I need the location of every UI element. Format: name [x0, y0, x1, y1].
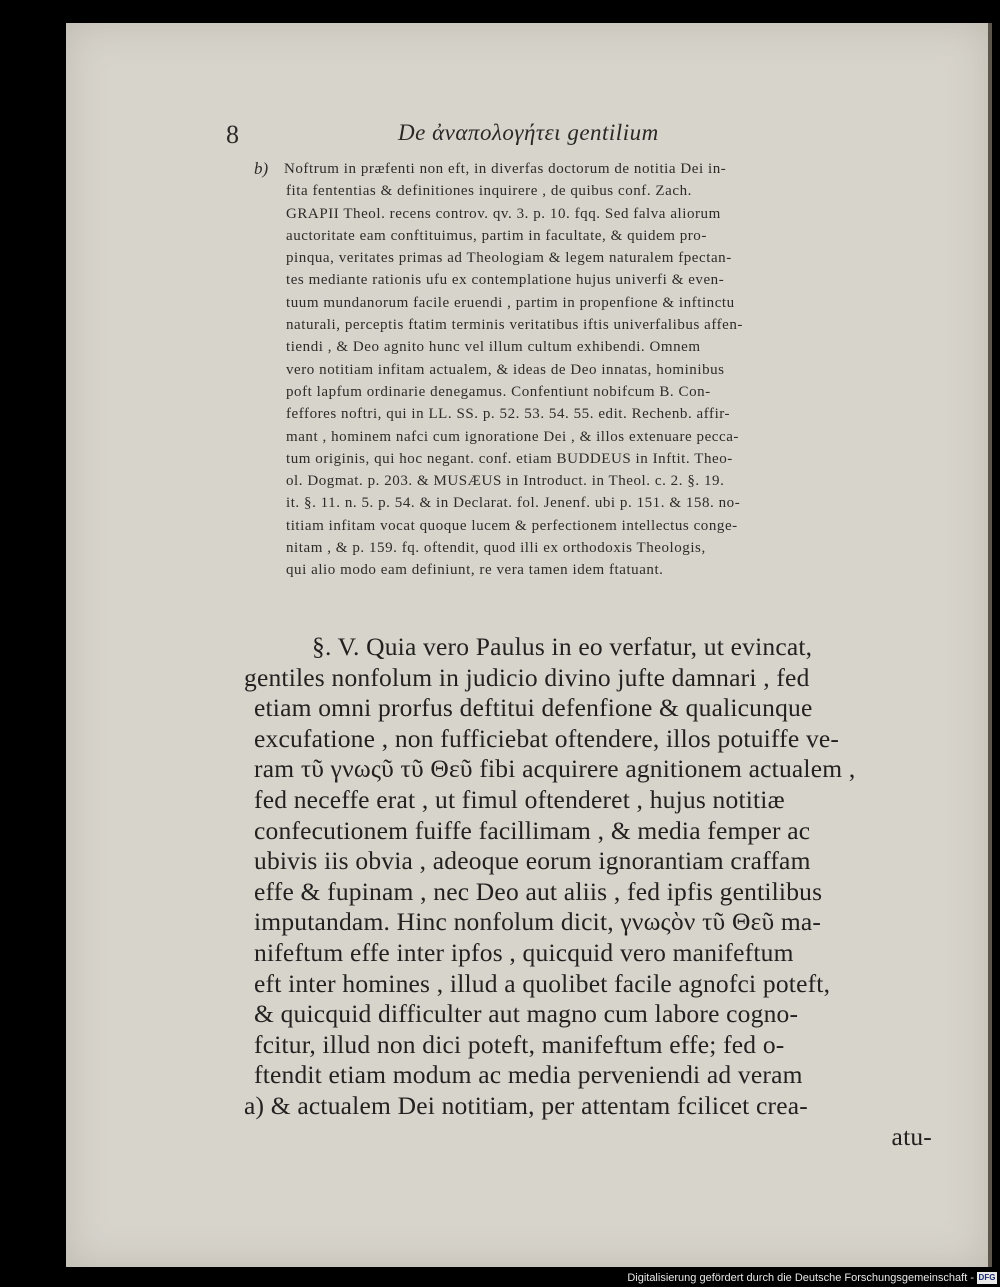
- main-text-line: nifeftum effe inter ipfos , quicquid vero manifeftum: [254, 937, 794, 967]
- main-text-line: eft inter homines , illud a quolibet facile agnofci poteft,: [254, 968, 831, 998]
- footnote-line: mant , hominem nafci cum ignoratione Dei , & illos extenuare pecca-: [286, 428, 739, 445]
- main-text-line: ftendit etiam modum ac media perveniendi ad veram: [254, 1060, 803, 1090]
- footnote-line: vero notitiam infitam actualem, & ideas de Deo innatas, hominibus: [286, 361, 725, 378]
- main-text-line: ram τῦ γνωςῦ τῦ Θεῦ fibi acquirere agnitionem actualem ,: [254, 754, 856, 784]
- page-header: [226, 120, 926, 148]
- footnote-line: tum originis, qui hoc negant. conf. etiam BUDDEUS in Inftit. Theo-: [286, 450, 733, 467]
- footnote-line: tes mediante rationis ufu ex contemplatione hujus univerfi & even-: [286, 272, 725, 289]
- footnote-line: ol. Dogmat. p. 203. & MUSÆUS in Introduct. in Theol. c. 2. §. 19.: [286, 473, 725, 490]
- main-text-line: gentiles nonfolum in judicio divino jufte damnari , fed: [244, 662, 810, 692]
- footnote-line: GRAPII Theol. recens controv. qv. 3. p. 10. fqq. Sed falva aliorum: [286, 205, 721, 222]
- main-text-line: imputandam. Hinc nonfolum dicit, γνωςὸν τῦ Θεῦ ma-: [254, 907, 822, 937]
- page-edge: [988, 23, 992, 1267]
- dfg-logo: DFG: [978, 1273, 996, 1282]
- main-text-line: a) & actualem Dei notitiam, per attentam fcilicet crea-: [244, 1090, 808, 1120]
- footnote-line: fita fententias & definitiones inquirere , de quibus conf. Zach.: [286, 183, 692, 200]
- main-text-line: fed neceffe erat , ut fimul oftenderet , hujus notitiæ: [254, 784, 785, 814]
- main-text-line: §. V. Quia vero Paulus in eo verfatur, ut evincat,: [312, 632, 813, 661]
- footnote-line: tuum mundanorum facile eruendi , partim in propenfione & inftinctu: [286, 294, 735, 311]
- footnote-line: Noftrum in præfenti non eft, in diverfas doctorum de notitia Dei in-: [284, 161, 727, 177]
- footnote-line: auctoritate eam conftituimus, partim in facultate, & quidem pro-: [286, 227, 707, 244]
- footnote-line: pinqua, veritates primas ad Theologiam & legem naturalem fpectan-: [286, 250, 732, 267]
- main-text-line: excufatione , non fufficiebat oftendere, illos potuiffe ve-: [254, 723, 840, 753]
- main-text-line: & quicquid difficulter aut magno cum labore cogno-: [254, 999, 799, 1029]
- footnote-marker: b): [254, 159, 269, 178]
- footnote-block: [254, 158, 934, 582]
- footnote-line: naturali, perceptis ftatim terminis veritatibus iftis univerfalibus affen-: [286, 317, 743, 334]
- footnote-line: tiendi , & Deo agnito hunc vel illum cultum exhibendi. Omnem: [286, 339, 701, 356]
- main-text-line: ubivis iis obvia , adeoque eorum ignorantiam craffam: [254, 846, 811, 876]
- digitization-credit: Digitalisierung gefördert durch die Deutsche Forschungsgemeinschaft -: [627, 1272, 974, 1284]
- footnote-line: feffores noftri, qui in LL. SS. p. 52. 53. 54. 55. edit. Rechenb. affir-: [286, 406, 731, 423]
- catchword: atu-: [891, 1121, 932, 1151]
- footnote-line: it. §. 11. n. 5. p. 54. & in Declarat. fol. Jenenf. ubi p. 151. & 158. no-: [286, 495, 741, 512]
- main-text-line: etiam omni prorfus deftitui defenfione & qualicunque: [254, 693, 813, 723]
- running-head: De ἀναπολογήτει gentilium: [398, 120, 659, 145]
- main-text-block: [244, 632, 934, 1152]
- main-text-line: fcitur, illud non dici poteft, manifeftum effe; fed o-: [254, 1029, 785, 1059]
- page-number: 8: [226, 120, 239, 149]
- main-text-line: effe & fupinam , nec Deo aut aliis , fed ipfis gentilibus: [254, 876, 823, 906]
- main-text-line: confecutionem fuiffe facillimam , & media femper ac: [254, 815, 811, 845]
- footnote-line: poft lapfum ordinarie denegamus. Confentiunt nobifcum B. Con-: [286, 383, 711, 400]
- footnote-line: titiam infitam vocat quoque lucem & perfectionem intellectus conge-: [286, 517, 738, 534]
- footnote-line: nitam , & p. 159. fq. oftendit, quod illi ex orthodoxis Theologis,: [286, 540, 706, 557]
- footnote-line: qui alio modo eam definiunt, re vera tamen idem ftatuant.: [286, 562, 664, 579]
